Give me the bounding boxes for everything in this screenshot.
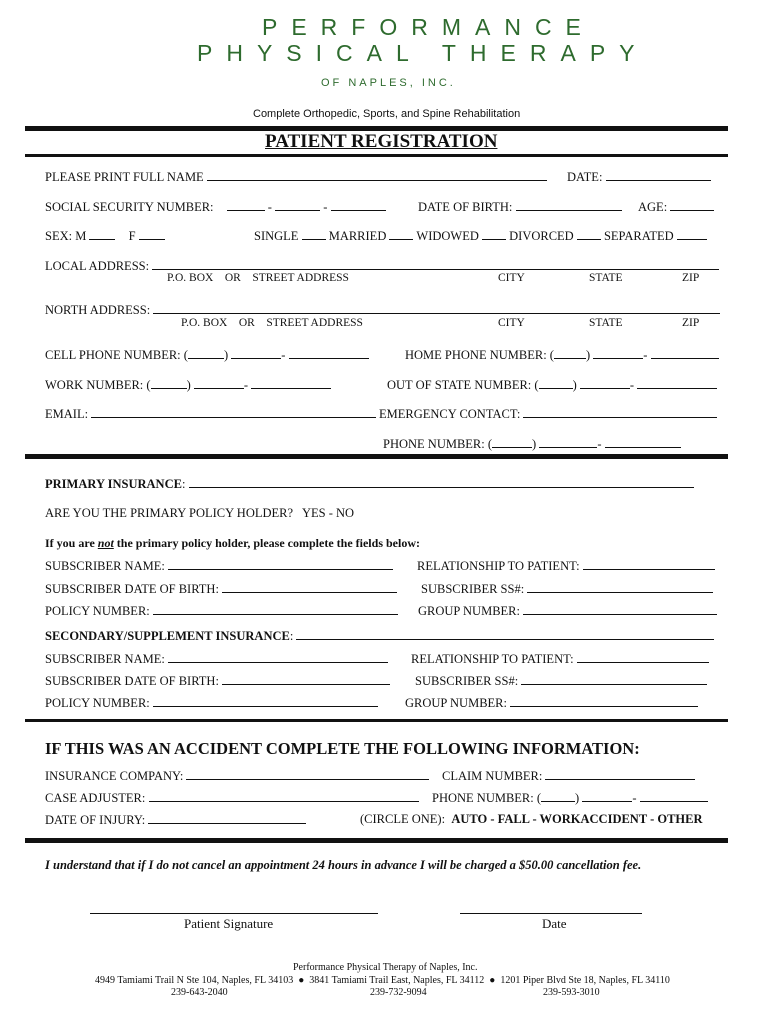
- oos-line-field[interactable]: [637, 377, 717, 389]
- north-address-hint: P.O. BOX OR STREET ADDRESS: [181, 317, 363, 329]
- patient-signature-label: Patient Signature: [184, 916, 274, 931]
- logo-line-3: OF NAPLES, INC.: [321, 77, 456, 89]
- emergency-phone-row: PHONE NUMBER: ( ) -: [383, 436, 681, 452]
- separated-field[interactable]: [677, 228, 707, 240]
- secondary-subscriber-dob-row: SUBSCRIBER DATE OF BIRTH:: [45, 673, 390, 689]
- secondary-subscriber-name-field[interactable]: [168, 651, 388, 663]
- footer-addresses: 4949 Tamiami Trail N Ste 104, Naples, FL 34103 ● 3841 Tamiami Trail East, Naples, FL 34112 ● 1201 Piper Blvd Ste 18, Naples, FL 34110: [95, 975, 670, 986]
- home-line-field[interactable]: [651, 347, 719, 359]
- dob-field[interactable]: [516, 199, 622, 211]
- logo-line-2: PHYSICAL THERAPY: [197, 40, 649, 66]
- primary-insurance-field[interactable]: [189, 476, 694, 488]
- primary-insurance-row: PRIMARY INSURANCE:: [45, 476, 694, 492]
- local-city-label: CITY: [498, 272, 525, 284]
- ssn-field-2[interactable]: [275, 199, 320, 211]
- personal-insurance-rule: [25, 454, 728, 459]
- full-name-row: PLEASE PRINT FULL NAME: [45, 169, 547, 185]
- home-phone-row: HOME PHONE NUMBER: ( ) -: [405, 347, 719, 363]
- footer-phone-2: 239-732-9094: [370, 987, 427, 998]
- primary-subscriber-name-row: SUBSCRIBER NAME:: [45, 558, 393, 574]
- primary-subscriber-ss-field[interactable]: [527, 581, 713, 593]
- adjuster-prefix-field[interactable]: [582, 790, 632, 802]
- secondary-relationship-row: RELATIONSHIP TO PATIENT:: [411, 651, 709, 667]
- ssn-field-1[interactable]: [227, 199, 265, 211]
- work-phone-row: WORK NUMBER: ( ) -: [45, 377, 331, 393]
- insurance-accident-rule: [25, 719, 728, 722]
- secondary-insurance-field[interactable]: [296, 628, 714, 640]
- local-address-hint: P.O. BOX OR STREET ADDRESS: [167, 272, 349, 284]
- local-zip-label: ZIP: [682, 272, 700, 284]
- primary-policy-row: POLICY NUMBER:: [45, 603, 398, 619]
- tagline: Complete Orthopedic, Sports, and Spine Rehabilitation: [253, 108, 521, 120]
- ssn-field-3[interactable]: [331, 199, 386, 211]
- age-field[interactable]: [670, 199, 714, 211]
- out-of-state-row: OUT OF STATE NUMBER: ( ) -: [387, 377, 717, 393]
- email-row: EMAIL:: [45, 406, 376, 422]
- home-prefix-field[interactable]: [593, 347, 643, 359]
- oos-prefix-field[interactable]: [580, 377, 630, 389]
- full-name-field[interactable]: [207, 169, 547, 181]
- accident-heading: IF THIS WAS AN ACCIDENT COMPLETE THE FOLLOWING INFORMATION:: [45, 739, 640, 758]
- adjuster-field[interactable]: [149, 790, 419, 802]
- claim-number-row: CLAIM NUMBER:: [442, 768, 695, 784]
- primary-relationship-field[interactable]: [583, 558, 715, 570]
- secondary-subscriber-ss-row: SUBSCRIBER SS#:: [415, 673, 707, 689]
- holder-question-row: ARE YOU THE PRIMARY POLICY HOLDER? YES - NO: [45, 506, 355, 520]
- primary-subscriber-name-field[interactable]: [168, 558, 393, 570]
- oos-area-field[interactable]: [539, 377, 573, 389]
- injury-date-row: DATE OF INJURY:: [45, 812, 306, 828]
- secondary-subscriber-ss-field[interactable]: [521, 673, 707, 685]
- claim-number-field[interactable]: [545, 768, 695, 780]
- cell-line-field[interactable]: [289, 347, 369, 359]
- secondary-policy-row: POLICY NUMBER:: [45, 695, 378, 711]
- local-address-row: LOCAL ADDRESS:: [45, 258, 719, 274]
- primary-group-row: GROUP NUMBER:: [418, 603, 717, 619]
- holder-note: If you are not the primary policy holder, please complete the fields below:: [45, 536, 420, 550]
- sex-f-field[interactable]: [139, 228, 165, 240]
- secondary-relationship-field[interactable]: [577, 651, 709, 663]
- primary-policy-field[interactable]: [153, 603, 398, 615]
- emergency-contact-field[interactable]: [523, 406, 717, 418]
- north-address-row: NORTH ADDRESS:: [45, 302, 720, 318]
- sex-m-field[interactable]: [89, 228, 115, 240]
- emergency-area-field[interactable]: [492, 436, 532, 448]
- form-title: PATIENT REGISTRATION: [265, 131, 498, 152]
- accident-insurance-row: INSURANCE COMPANY:: [45, 768, 429, 784]
- secondary-insurance-row: SECONDARY/SUPPLEMENT INSURANCE:: [45, 628, 714, 644]
- accident-type-options[interactable]: AUTO - FALL - WORKACCIDENT - OTHER: [451, 812, 703, 826]
- date-field[interactable]: [606, 169, 711, 181]
- north-city-label: CITY: [498, 317, 525, 329]
- north-zip-label: ZIP: [682, 317, 700, 329]
- date-row: DATE:: [567, 169, 711, 185]
- secondary-policy-field[interactable]: [153, 695, 378, 707]
- primary-subscriber-ss-row: SUBSCRIBER SS#:: [421, 581, 713, 597]
- accident-footer-rule: [25, 838, 728, 843]
- circle-one-row: (CIRCLE ONE): AUTO - FALL - WORKACCIDENT - OTHER: [360, 812, 703, 826]
- north-state-label: STATE: [589, 317, 623, 329]
- footer-phone-3: 239-593-3010: [543, 987, 600, 998]
- title-rule: [25, 154, 728, 157]
- marital-row: SINGLE MARRIED WIDOWED DIVORCED SEPARATED: [254, 228, 707, 244]
- signature-date-label: Date: [542, 916, 567, 931]
- local-address-field[interactable]: [152, 258, 719, 270]
- local-state-label: STATE: [589, 272, 623, 284]
- cell-area-field[interactable]: [188, 347, 224, 359]
- primary-subscriber-dob-field[interactable]: [222, 581, 397, 593]
- sex-row: SEX: M F: [45, 228, 165, 244]
- age-row: AGE:: [638, 199, 714, 215]
- work-prefix-field[interactable]: [194, 377, 244, 389]
- primary-group-field[interactable]: [523, 603, 717, 615]
- single-field[interactable]: [302, 228, 326, 240]
- north-address-field[interactable]: [153, 302, 720, 314]
- work-line-field[interactable]: [251, 377, 331, 389]
- work-area-field[interactable]: [151, 377, 187, 389]
- secondary-group-row: GROUP NUMBER:: [405, 695, 698, 711]
- adjuster-area-field[interactable]: [541, 790, 575, 802]
- injury-date-field[interactable]: [148, 812, 306, 824]
- divorced-field[interactable]: [577, 228, 601, 240]
- cell-phone-row: CELL PHONE NUMBER: ( ) -: [45, 347, 369, 363]
- adjuster-row: CASE ADJUSTER:: [45, 790, 419, 806]
- email-field[interactable]: [91, 406, 376, 418]
- footer-company: Performance Physical Therapy of Naples, Inc.: [293, 962, 478, 973]
- primary-relationship-row: RELATIONSHIP TO PATIENT:: [417, 558, 715, 574]
- secondary-group-field[interactable]: [510, 695, 698, 707]
- adjuster-phone-row: PHONE NUMBER: ( ) -: [432, 790, 708, 806]
- accident-insurance-field[interactable]: [186, 768, 429, 780]
- secondary-subscriber-name-row: SUBSCRIBER NAME:: [45, 651, 388, 667]
- ssn-row: SOCIAL SECURITY NUMBER: - -: [45, 199, 386, 215]
- yes-no-choice[interactable]: YES - NO: [301, 506, 355, 520]
- emergency-prefix-field[interactable]: [539, 436, 597, 448]
- cancellation-policy: I understand that if I do not cancel an appointment 24 hours in advance I will be charged a $50.00 cancellation fee.: [45, 858, 642, 872]
- signature-date-line[interactable]: [460, 913, 642, 914]
- dob-row: DATE OF BIRTH:: [418, 199, 622, 215]
- logo-line-1: PERFORMANCE: [262, 14, 595, 40]
- secondary-subscriber-dob-field[interactable]: [222, 673, 390, 685]
- adjuster-line-field[interactable]: [640, 790, 708, 802]
- primary-subscriber-dob-row: SUBSCRIBER DATE OF BIRTH:: [45, 581, 397, 597]
- patient-signature-line[interactable]: [90, 913, 378, 914]
- cell-prefix-field[interactable]: [231, 347, 281, 359]
- widowed-field[interactable]: [482, 228, 506, 240]
- home-area-field[interactable]: [554, 347, 586, 359]
- footer-phone-1: 239-643-2040: [171, 987, 228, 998]
- emergency-row: EMERGENCY CONTACT:: [379, 406, 717, 422]
- married-field[interactable]: [389, 228, 413, 240]
- emergency-line-field[interactable]: [605, 436, 681, 448]
